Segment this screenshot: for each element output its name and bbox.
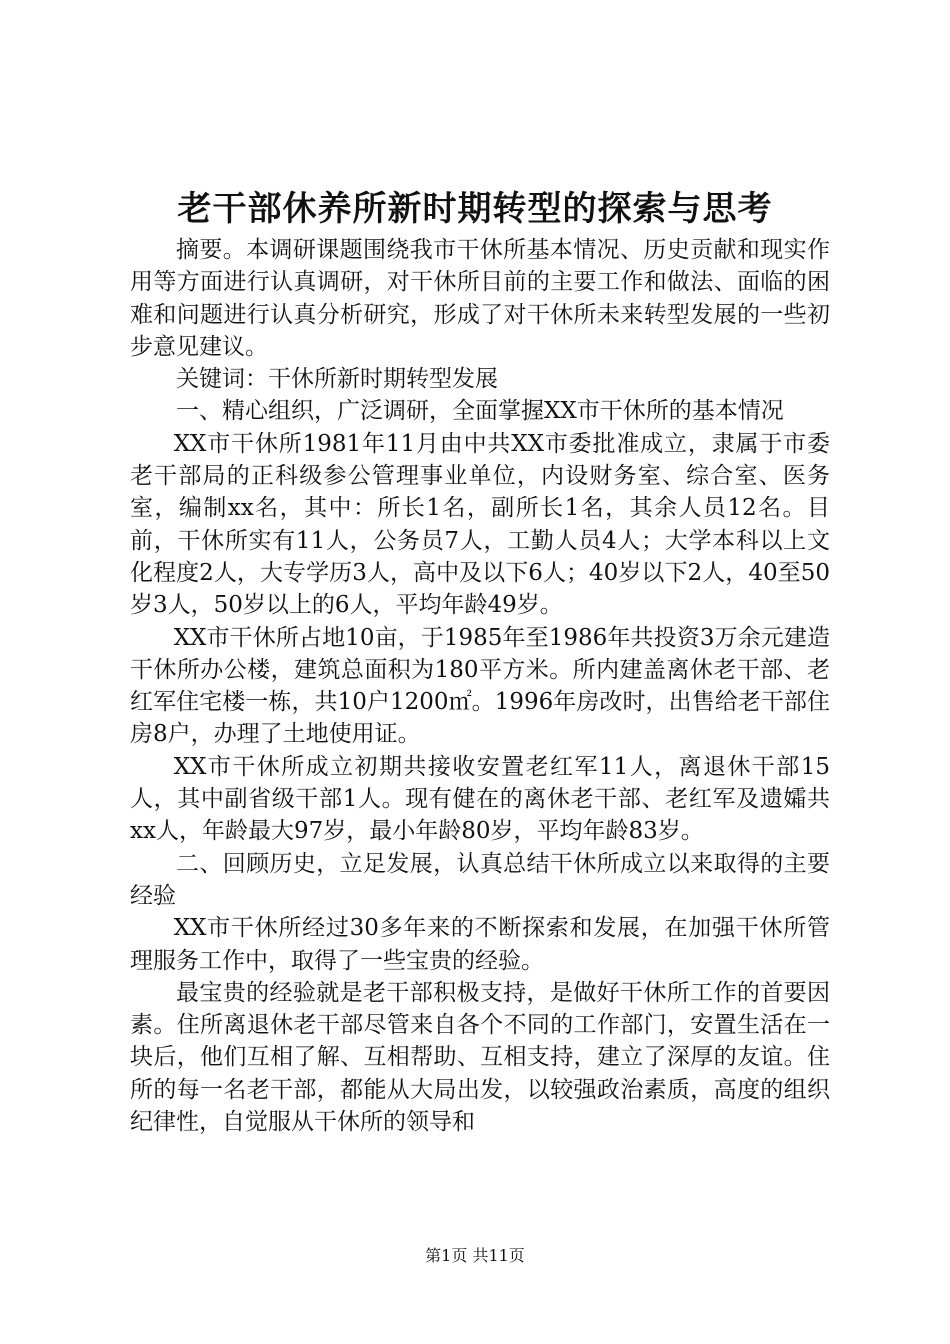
paragraph-land-buildings: XX市干休所占地10亩，于1985年至1986年共投资3万余元建造干休所办公楼，建筑总面积为180平方米。所内建盖离休老干部、老红军住宅楼一栋，共10户1200㎡。1996年房改时，出售给老干部住房8户，办理了土地使用证。	[130, 624, 830, 748]
section-heading-2: 二、回顾历史，立足发展，认真总结干休所成立以来取得的主要经验	[130, 850, 830, 909]
paragraph-basic-info: XX市干休所1981年11月由中共XX市委批准成立，隶属于市委老干部局的正科级参公管理事业单位，内设财务室、综合室、医务室，编制xx名，其中：所长1名，副所长1名，其余人员12名。目前，干休所实有11人，公务员7人，工勤人员4人；大学本科以上文化程度2人，大专学历3人，高中及以下6人；40岁以下2人，40至50岁3人，50岁以上的6人，平均年龄49岁。	[130, 430, 830, 619]
section-heading-1: 一、精心组织，广泛调研，全面掌握XX市干休所的基本情况	[176, 398, 784, 425]
paragraph-residents: XX市干休所成立初期共接收安置老红军11人，离退休干部15人，其中副省级干部1人。现有健在的离休老干部、老红军及遗孀共xx人，年龄最大97岁，最小年龄80岁，平均年龄83岁。	[130, 753, 830, 845]
paragraph-keywords: 关键词：干休所新时期转型发展	[176, 366, 498, 393]
document-body	[130, 234, 830, 1138]
document-title: 老干部休养所新时期转型的探索与思考	[177, 189, 773, 229]
paragraph-experience-detail: 最宝贵的经验就是老干部积极支持，是做好干休所工作的首要因素。住所离退休老干部尽管来自各个不同的工作部门，安置生活在一块后，他们互相了解、互相帮助、互相支持，建立了深厚的友谊。住所的每一名老干部，都能从大局出发，以较强政治素质，高度的组织纪律性，自觉服从干休所的领导和	[130, 979, 830, 1136]
page-footer: 第1页 共11页	[425, 1246, 525, 1265]
paragraph-abstract: 摘要。本调研课题围绕我市干休所基本情况、历史贡献和现实作用等方面进行认真调研，对干休所目前的主要工作和做法、面临的困难和问题进行认真分析研究，形成了对干休所未来转型发展的一些初步意见建议。	[130, 237, 830, 360]
paragraph-experience-intro: XX市干休所经过30多年来的不断探索和发展，在加强干休所管理服务工作中，取得了一些宝贵的经验。	[130, 915, 830, 974]
